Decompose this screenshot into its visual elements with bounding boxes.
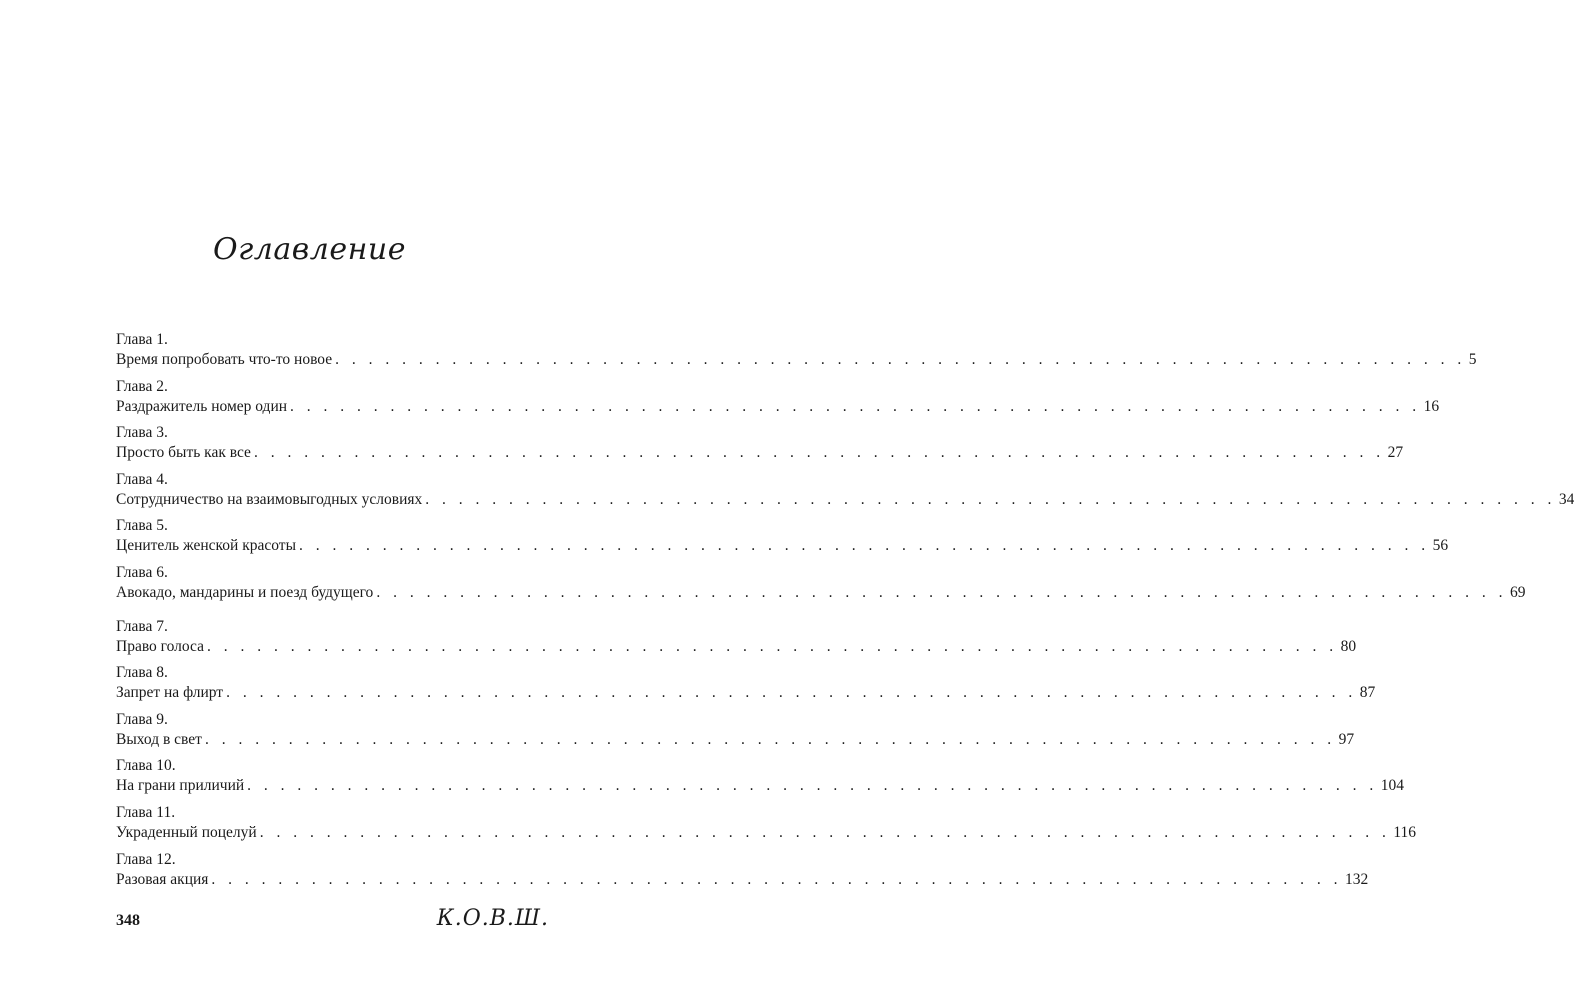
chapter-page-number: 16: [1423, 398, 1440, 415]
chapter-title: Запрет на флирт: [116, 684, 224, 701]
chapter-title: Раздражитель номер один: [116, 398, 288, 415]
dot-leader: . . . . . . . . . . . . . . . . . . . . . . . . . . . . . . . . . . . . . . . . . . . . . . . . . . . . . . . . . . . . . . . . . . . .: [207, 638, 1338, 655]
dot-leader: . . . . . . . . . . . . . . . . . . . . . . . . . . . . . . . . . . . . . . . . . . . . . . . . . . . . . . . . . . . . . . . . . . . .: [253, 444, 1385, 461]
chapter-label: Глава 8.: [116, 664, 168, 681]
toc-entry-chapter-4[interactable]: [116, 470, 1574, 510]
toc-entry-chapter-2[interactable]: [116, 377, 1440, 417]
chapter-label: Глава 6.: [116, 564, 168, 581]
chapter-label: Глава 3.: [116, 424, 168, 441]
chapter-page-number: 56: [1432, 537, 1449, 554]
toc-entry-chapter-11[interactable]: [116, 803, 1417, 843]
chapter-label: Глава 4.: [116, 471, 168, 488]
chapter-label: Глава 11.: [116, 804, 176, 821]
toc-entry-chapter-12[interactable]: [116, 850, 1369, 890]
page-title: Оглавление: [213, 232, 406, 267]
chapter-title: Разовая акция: [116, 871, 209, 888]
chapter-title: Авокадо, мандарины и поезд будущего: [116, 584, 374, 601]
chapter-title: Украденный поцелуй: [116, 824, 257, 841]
chapter-title: Сотрудничество на взаимовыгодных условиях: [116, 491, 423, 508]
chapter-page-number: 87: [1359, 684, 1376, 701]
toc-entry-chapter-10[interactable]: [116, 756, 1405, 796]
dot-leader: . . . . . . . . . . . . . . . . . . . . . . . . . . . . . . . . . . . . . . . . . . . . . . . . . . . . . . . . . . . . . . . . . . . .: [376, 584, 1507, 601]
running-footer-signature: К.О.В.Ш.: [436, 906, 549, 931]
dot-leader: . . . . . . . . . . . . . . . . . . . . . . . . . . . . . . . . . . . . . . . . . . . . . . . . . . . . . . . . . . . . . . . . . . . .: [259, 824, 1391, 841]
chapter-page-number: 34: [1558, 491, 1574, 508]
toc-entry-chapter-6[interactable]: [116, 563, 1526, 603]
chapter-label: Глава 10.: [116, 757, 176, 774]
chapter-title: Право голоса: [116, 638, 204, 655]
chapter-page-number: 132: [1345, 871, 1369, 888]
toc-entry-chapter-3[interactable]: [116, 423, 1404, 463]
chapter-label: Глава 7.: [116, 618, 168, 635]
chapter-page-number: 80: [1340, 638, 1357, 655]
dot-leader: . . . . . . . . . . . . . . . . . . . . . . . . . . . . . . . . . . . . . . . . . . . . . . . . . . . . . . . . . . . . . . . . . . . .: [226, 684, 1357, 701]
dot-leader: . . . . . . . . . . . . . . . . . . . . . . . . . . . . . . . . . . . . . . . . . . . . . . . . . . . . . . . . . . . . . . . . . . . .: [425, 491, 1556, 508]
chapter-label: Глава 9.: [116, 711, 168, 728]
dot-leader: . . . . . . . . . . . . . . . . . . . . . . . . . . . . . . . . . . . . . . . . . . . . . . . . . . . . . . . . . . . . . . . . . . . .: [299, 537, 1430, 554]
toc-entry-chapter-5[interactable]: [116, 516, 1449, 556]
toc-entry-chapter-8[interactable]: [116, 663, 1376, 703]
dot-leader: . . . . . . . . . . . . . . . . . . . . . . . . . . . . . . . . . . . . . . . . . . . . . . . . . . . . . . . . . . . . . . . . . . . .: [247, 777, 1378, 794]
toc-entry-chapter-9[interactable]: [116, 710, 1355, 750]
chapter-title: Время попробовать что-то новое: [116, 351, 333, 368]
chapter-label: Глава 2.: [116, 378, 168, 395]
dot-leader: . . . . . . . . . . . . . . . . . . . . . . . . . . . . . . . . . . . . . . . . . . . . . . . . . . . . . . . . . . . . . . . . . . . .: [335, 351, 1466, 368]
chapter-title: На грани приличий: [116, 777, 245, 794]
dot-leader: . . . . . . . . . . . . . . . . . . . . . . . . . . . . . . . . . . . . . . . . . . . . . . . . . . . . . . . . . . . . . . . . . . . .: [211, 871, 1343, 888]
chapter-label: Глава 5.: [116, 517, 168, 534]
chapter-page-number: 69: [1509, 584, 1526, 601]
chapter-page-number: 116: [1393, 824, 1417, 841]
chapter-page-number: 5: [1468, 351, 1477, 368]
toc-entry-chapter-1[interactable]: [116, 330, 1477, 370]
page-number: 348: [116, 912, 140, 929]
chapter-label: Глава 12.: [116, 851, 176, 868]
chapter-page-number: 97: [1338, 731, 1355, 748]
chapter-title: Ценитель женской красоты: [116, 537, 296, 554]
chapter-page-number: 104: [1380, 777, 1405, 794]
dot-leader: . . . . . . . . . . . . . . . . . . . . . . . . . . . . . . . . . . . . . . . . . . . . . . . . . . . . . . . . . . . . . . . . . . . .: [290, 398, 1421, 415]
chapter-title: Выход в свет: [116, 731, 202, 748]
chapter-label: Глава 1.: [116, 331, 168, 348]
chapter-page-number: 27: [1387, 444, 1404, 461]
chapter-title: Просто быть как все: [116, 444, 251, 461]
dot-leader: . . . . . . . . . . . . . . . . . . . . . . . . . . . . . . . . . . . . . . . . . . . . . . . . . . . . . . . . . . . . . . . . . . . .: [204, 731, 1336, 748]
toc-entry-chapter-7[interactable]: [116, 617, 1357, 657]
